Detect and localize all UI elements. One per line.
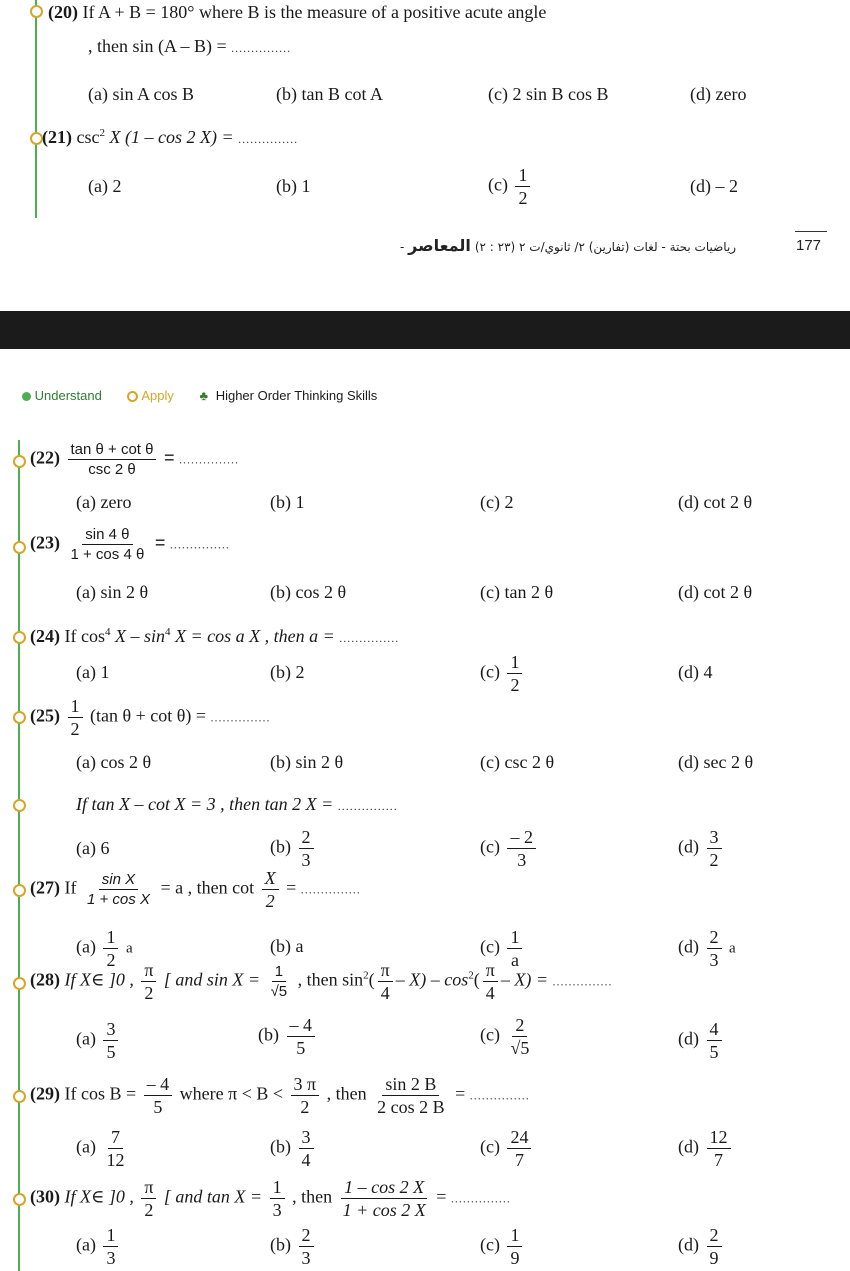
- option-label: (c): [488, 174, 508, 195]
- q27-option-c[interactable]: (c) $\frac{1}{a}$: [480, 928, 525, 969]
- question-text: , then: [292, 1186, 333, 1207]
- q30-option-b[interactable]: (b) $\frac{2}{3}$: [270, 1226, 317, 1267]
- question-number: (20): [48, 2, 78, 22]
- question-24: (24) If $\cos^4 X - \sin^4 X = \cos a$ X , then a = ...............: [30, 626, 400, 646]
- margin-line-bottom: [18, 440, 20, 1271]
- page-divider: [0, 311, 850, 349]
- fraction: $\frac{1}{2}$: [68, 697, 83, 738]
- question-text: If A + B = 180° where B is the measure of a positive acute angle: [82, 2, 547, 22]
- q24-option-b[interactable]: (b) 2: [270, 662, 305, 682]
- fraction: $\frac{1}{√5}$: [270, 963, 288, 1000]
- question-text: (tan θ + cot θ) =: [90, 705, 207, 726]
- fraction: $\frac{\pi}{2}$: [141, 1178, 156, 1219]
- fraction: $\frac{3 \pi}{2}$: [291, 1075, 320, 1116]
- fraction: $\frac{\text{tan θ + cot θ}}{\csc 2 \theta}$: [68, 442, 157, 477]
- question-number: (27): [30, 877, 60, 898]
- fraction: $\frac{2}{9}$: [707, 1226, 722, 1267]
- page-number: 177: [796, 237, 822, 254]
- legend-hots: Higher Order Thinking Skills: [215, 388, 378, 403]
- fraction: $\frac{1}{3}$: [270, 1178, 285, 1219]
- fraction: $\frac{- 4}{5}$: [287, 1016, 316, 1057]
- fraction: $\frac{12}{7}$: [707, 1128, 731, 1169]
- question-22: (22) $\frac{\text{tan θ + cot θ}}{\csc 2 \theta}$ = ...............: [30, 441, 239, 478]
- footer-text: - رياضيات بحتة - لغات (تفارين) ٢/ ثانوي/ت ٢ (٢٣ : ٢): [400, 240, 737, 254]
- q20-option-b[interactable]: (b) tan B cot A: [276, 84, 383, 104]
- q27-option-d[interactable]: (d) $\frac{2}{3}$ a: [678, 927, 736, 970]
- marker-dot: [13, 711, 26, 724]
- brand-logo: المعاصر: [408, 236, 471, 255]
- fraction: $\frac{7}{12}$: [106, 1127, 125, 1170]
- fraction: $\frac{\sin 2 B}{2 \cos 2 B}$: [377, 1074, 445, 1117]
- question-27: (27) If $\frac{\text{sin X}}{\text{1 + cos X}}$ = a , then cot $\frac{X}{2}$ = ...............: [30, 868, 361, 911]
- q27-option-b[interactable]: (b) a: [270, 936, 304, 956]
- marker-dot: [13, 977, 26, 990]
- marker-dot: [13, 455, 26, 468]
- q20-option-a[interactable]: (a) sin A cos B: [88, 84, 194, 104]
- answer-blank: ...............: [238, 132, 299, 146]
- answer-blank: ...............: [337, 799, 398, 813]
- question-26: [76, 794, 398, 815]
- question-text: = a , then cot: [160, 877, 255, 898]
- fraction: $\frac{X}{2}$: [262, 869, 279, 910]
- fraction: $\frac{4}{5}$: [707, 1020, 722, 1061]
- q29-option-a[interactable]: (a) $\frac{7}{12}$: [76, 1128, 130, 1169]
- q26-option-a[interactable]: (a) 6: [76, 838, 110, 858]
- answer-blank: ...............: [300, 882, 361, 897]
- fraction: $\frac{2}{√5}$: [510, 1015, 530, 1058]
- q21-option-a[interactable]: (a) 2: [88, 176, 122, 196]
- question-text: – X) – cos: [395, 969, 469, 990]
- q24-option-a[interactable]: (a) 1: [76, 662, 110, 682]
- q25-option-c[interactable]: (c) csc 2 θ: [480, 752, 555, 772]
- question-text: csc: [76, 127, 100, 147]
- question-text: X = cos a X , then a =: [175, 626, 335, 646]
- legend-understand: Understand: [34, 388, 102, 403]
- fraction: $\frac{1 - \cos 2 X}{1 + \cos 2 X}$: [342, 1177, 426, 1220]
- q23-option-b[interactable]: (b) cos 2 θ: [270, 582, 347, 602]
- fraction: $\frac{1}{2}$: [515, 166, 530, 207]
- q28-option-c[interactable]: (c) $\frac{2}{√5}$: [480, 1016, 535, 1057]
- question-text: , then sin: [297, 969, 364, 990]
- fraction: $\frac{- 4}{5}$: [144, 1075, 173, 1116]
- fraction: $\frac{3}{5}$: [103, 1020, 118, 1061]
- answer-blank: ...............: [210, 710, 271, 725]
- answer-blank: ...............: [231, 41, 292, 55]
- marker-dot: [13, 541, 26, 554]
- marker-dot: [13, 631, 26, 644]
- marker-dot: [13, 799, 26, 812]
- fraction: $\frac{\sin 4 \theta}{1 + \cos 4 \theta}$: [70, 526, 145, 563]
- q28-option-b[interactable]: (b) $\frac{- 4}{5}$: [258, 1016, 318, 1057]
- q26-option-d[interactable]: (d) $\frac{3}{2}$: [678, 828, 725, 869]
- q21-option-b[interactable]: (b) 1: [276, 176, 311, 196]
- question-text: If cos: [64, 626, 105, 646]
- question-number: (29): [30, 1083, 60, 1104]
- q25-option-b[interactable]: (b) sin 2 θ: [270, 752, 344, 772]
- fraction: $\frac{1}{9}$: [507, 1226, 522, 1267]
- question-text: If: [64, 877, 77, 898]
- q26-option-c[interactable]: (c) $\frac{- 2}{3}$: [480, 828, 539, 869]
- fraction: $\frac{\pi}{4}$: [378, 961, 393, 1002]
- question-number: (25): [30, 705, 60, 726]
- q29-option-c[interactable]: (c) $\frac{24}{7}$: [480, 1128, 534, 1169]
- question-text: If X∈ ]0 ,: [64, 1186, 134, 1207]
- q23-option-c[interactable]: (c) tan 2 θ: [480, 582, 554, 602]
- question-number: (23): [30, 532, 60, 553]
- question-number: (22): [30, 447, 60, 468]
- apply-circle-icon: [127, 391, 138, 402]
- question-text: X – sin: [114, 626, 165, 646]
- q25-option-a[interactable]: (a) cos 2 θ: [76, 752, 152, 772]
- page-number-rule: [795, 231, 827, 232]
- q22-option-a[interactable]: (a) zero: [76, 492, 132, 512]
- q23-option-d[interactable]: (d) cot 2 θ: [678, 582, 753, 602]
- question-number: (24): [30, 626, 60, 646]
- answer-blank: ...............: [552, 974, 613, 989]
- question-text: where π < B <: [179, 1083, 284, 1104]
- fraction: $\frac{1}{2}$: [507, 653, 522, 694]
- q28-option-a[interactable]: (a) $\frac{3}{5}$: [76, 1020, 121, 1061]
- question-number: (21): [42, 127, 72, 147]
- fraction: $\frac{\text{sin X}}{\text{1 + cos X}}$: [87, 871, 150, 908]
- fraction: $\frac{1}{2}$: [103, 928, 118, 969]
- q28-option-d[interactable]: (d) $\frac{4}{5}$: [678, 1020, 725, 1061]
- fraction: $\frac{\pi}{2}$: [141, 961, 156, 1002]
- answer-blank: ...............: [469, 1088, 530, 1103]
- q29-option-b[interactable]: (b) $\frac{3}{4}$: [270, 1128, 317, 1169]
- question-30: (30) If X∈ ]0 , $\frac{\pi}{2}$ [ and tan X = $\frac{1}{3}$ , then $\frac{1 - \cos 2 X}{1 + \cos 2 X}$ = ...............: [30, 1177, 511, 1220]
- question-25: [30, 697, 271, 738]
- q20-option-c[interactable]: (c) 2 sin B cos B: [488, 84, 609, 104]
- question-number: (28): [30, 969, 60, 990]
- fraction: $\frac{1}{a}$: [507, 928, 522, 969]
- question-20: [48, 2, 546, 23]
- q20-option-d[interactable]: (d) zero: [690, 84, 747, 104]
- question-text: X (1 – cos 2 X) =: [109, 127, 234, 147]
- marker-dot: [13, 1090, 26, 1103]
- question-28: (28) If X∈ ]0 , $\frac{\pi}{2}$ [ and sin X = $\frac{1}{√5}$ , then $\sin^2$( $\frac{\pi}{4}$ – $X) - \cos^2$( $\frac{\pi}{4}$ – X) = ...............: [30, 960, 613, 1003]
- q26-option-b[interactable]: (b) $\frac{2}{3}$: [270, 828, 317, 869]
- understand-dot-icon: [22, 392, 31, 401]
- exponent: 2: [99, 127, 105, 139]
- question-29: (29) If cos B = $\frac{- 4}{5}$ where π < B < $\frac{3 \pi}{2}$ , then $\frac{\sin 2 B}{2 \cos 2 B}$ = ...............: [30, 1074, 530, 1117]
- question-text: – X) =: [500, 969, 548, 990]
- marker-dot: [13, 1193, 26, 1206]
- q27-option-a[interactable]: (a) $\frac{1}{2}$ a: [76, 927, 133, 970]
- q21-option-c[interactable]: [488, 166, 533, 207]
- question-21: [42, 127, 298, 148]
- q24-option-d[interactable]: (d) 4: [678, 662, 713, 682]
- fraction: $\frac{1}{3}$: [103, 1226, 118, 1267]
- question-text: [ and tan X =: [163, 1186, 263, 1207]
- q22-option-d[interactable]: (d) cot 2 θ: [678, 492, 753, 512]
- q23-option-a[interactable]: (a) sin 2 θ: [76, 582, 149, 602]
- question-text: If cos B =: [64, 1083, 137, 1104]
- q22-option-c[interactable]: (c) 2: [480, 492, 514, 512]
- question-text: , then sin (A – B) =: [88, 36, 227, 56]
- answer-blank: ...............: [179, 452, 239, 467]
- answer-blank: ...............: [339, 631, 400, 645]
- question-text: , then: [326, 1083, 367, 1104]
- q30-option-c[interactable]: (c) $\frac{1}{9}$: [480, 1226, 525, 1267]
- fraction: $\frac{2}{3}$: [299, 828, 314, 869]
- fraction: $\frac{3}{4}$: [299, 1128, 314, 1169]
- fraction: $\frac{2}{3}$: [299, 1226, 314, 1267]
- marker-dot: [13, 884, 26, 897]
- fraction: $\frac{3}{2}$: [707, 828, 722, 869]
- margin-line-top: [35, 0, 37, 218]
- hots-people-icon: ♣: [199, 388, 209, 403]
- q25-option-d[interactable]: (d) sec 2 θ: [678, 752, 754, 772]
- question-20-line2: [88, 36, 291, 57]
- q24-option-c[interactable]: (c) $\frac{1}{2}$: [480, 653, 525, 694]
- question-text: If X∈ ]0 ,: [64, 969, 134, 990]
- question-text: [ and sin X =: [163, 969, 261, 990]
- question-number: (30): [30, 1186, 60, 1207]
- answer-blank: ...............: [169, 537, 230, 552]
- legend-apply: Apply: [141, 388, 174, 403]
- q30-option-a[interactable]: (a) $\frac{1}{3}$: [76, 1226, 121, 1267]
- marker-dot: [30, 5, 43, 18]
- legend: [22, 388, 377, 403]
- page-footer: [400, 236, 736, 256]
- fraction: $\frac{24}{7}$: [507, 1128, 531, 1169]
- question-text: If tan X – cot X = 3 , then tan 2 X =: [76, 794, 334, 814]
- answer-blank: ...............: [450, 1191, 511, 1206]
- q29-option-d[interactable]: (d) $\frac{12}{7}$: [678, 1128, 734, 1169]
- q22-option-b[interactable]: (b) 1: [270, 492, 305, 512]
- fraction: $\frac{2}{3}$: [707, 928, 722, 969]
- fraction: $\frac{- 2}{3}$: [507, 828, 536, 869]
- fraction: $\frac{\pi}{4}$: [483, 961, 498, 1002]
- q30-option-d[interactable]: (d) $\frac{2}{9}$: [678, 1226, 725, 1267]
- q21-option-d[interactable]: (d) – 2: [690, 176, 738, 196]
- question-23: (23) $\frac{\sin 4 \theta}{1 + \cos 4 \theta}$ = ...............: [30, 526, 230, 563]
